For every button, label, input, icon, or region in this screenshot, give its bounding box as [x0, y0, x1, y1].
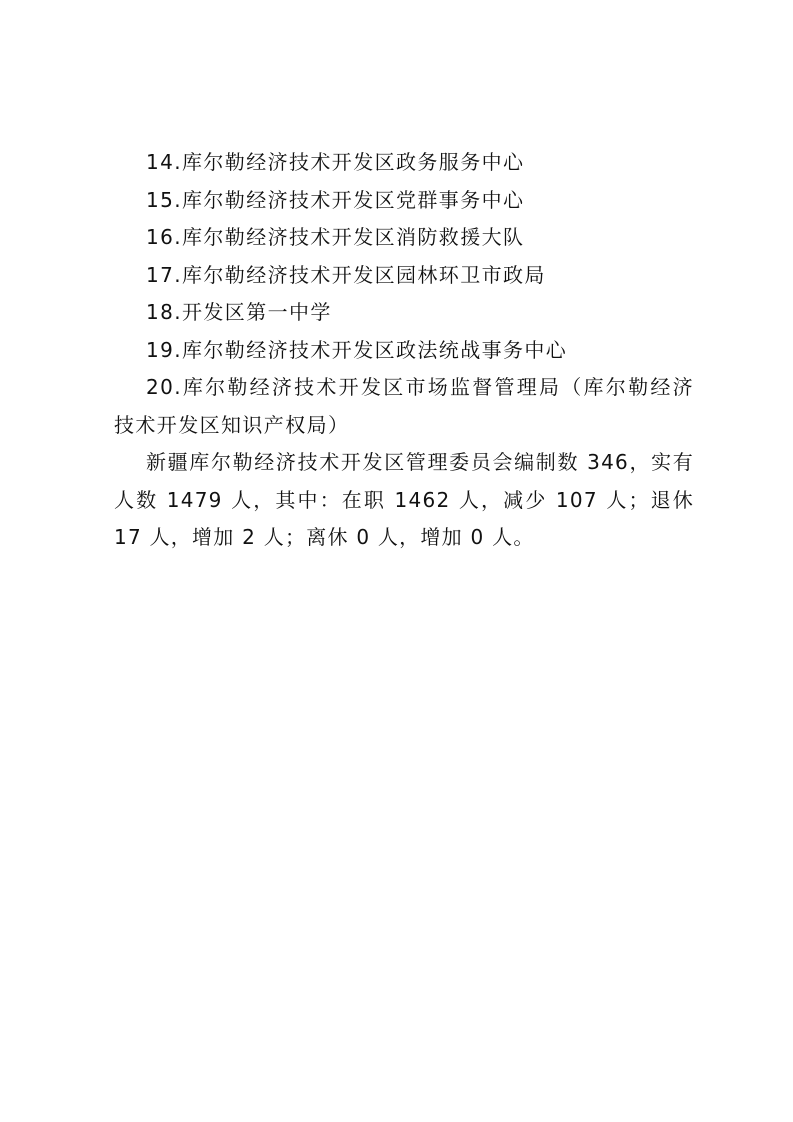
list-item-17: 17.库尔勒经济技术开发区园林环卫市政局	[146, 262, 546, 287]
list-item-16: 16.库尔勒经济技术开发区消防救援大队	[146, 225, 525, 249]
staffing-summary-paragraph: 新疆库尔勒经济技术开发区管理委员会编制数 346，实有人数 1479 人，其中：在职 1462 人，减少 107 人；退休 17 人，增加 2 人；离休 0 人，增加 0 人。	[114, 450, 694, 549]
list-item-19: 19.库尔勒经济技术开发区政法统战事务中心	[146, 337, 568, 362]
list-item-14: 14.库尔勒经济技术开发区政务服务中心	[146, 150, 525, 174]
list-item-15: 15.库尔勒经济技术开发区党群事务中心	[146, 187, 525, 212]
document-body	[114, 144, 694, 557]
list-item-18: 18.开发区第一中学	[146, 300, 332, 324]
list-item-20: 20.库尔勒经济技术开发区市场监督管理局（库尔勒经济技术开发区知识产权局）	[114, 375, 694, 437]
